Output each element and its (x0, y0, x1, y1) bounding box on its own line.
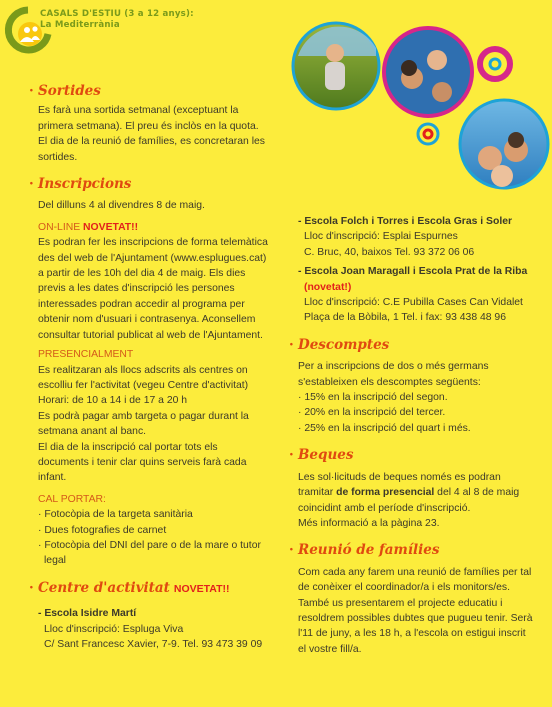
section-centre-title: · Centre d'activitat NOVETAT!! (29, 579, 230, 596)
presencial-text-4: El dia de la inscripció cal portar tots els documents i tenir clar quins serveis farà cada infant. (38, 441, 247, 484)
cal-item: · Dues fotografies de carnet (38, 524, 167, 536)
online-label: ON-LINE NOVETAT!! (38, 221, 139, 233)
school-1-lloc: Lloc d'inscripció: Espluga Viva (44, 623, 184, 635)
section-reunio-title: · Reunió de famílies (289, 542, 440, 559)
school-2-address: C. Bruc, 40, baixos Tel. 93 372 06 06 (304, 246, 475, 258)
school-2-lloc: Lloc d'inscripció: Esplai Espurnes (304, 231, 458, 243)
descomptes-text: Per a inscripcions de dos o més germans s'estableixen els descomptes següents: (298, 361, 489, 388)
descompte-item: · 25% en la inscripció del quart i més. (298, 422, 471, 434)
page-header (40, 9, 194, 31)
school-3-new: (novetat!) (304, 281, 352, 293)
school-1-name: - Escola Isidre Martí (38, 608, 137, 620)
header-line1: CASALS D'ESTIU (3 a 12 anys): (40, 9, 194, 19)
photo-collage (290, 8, 552, 198)
reunio-text: Com cada any farem una reunió de famílies per tal de conèixer el coordinador/a i els monitors/es. També us presentarem el projecte educatiu i resoldrem possibles dubtes que pugueu tenir. Serà l'11 de juny, a les 18 h, a l'escola on estigui inscrit el vostre fill/a. (298, 566, 533, 655)
presencial-text-3: Es podrà pagar amb targeta o pagar durant la setmana anant al banc. (38, 410, 249, 438)
section-beques-title: · Beques (289, 447, 354, 464)
section-inscripcions-title: · Inscripcions (29, 176, 132, 193)
right-column (289, 214, 534, 657)
school-3-address: Plaça de la Bòbila, 1 Tel. i fax: 93 438 48 96 (304, 312, 506, 324)
header-line2: La Mediterrània (40, 20, 120, 30)
cal-item: · Fotocòpia del DNI del pare o de la mare o tutor legal (38, 539, 261, 567)
school-2-name: - Escola Folch i Torres i Escola Gras i Soler (298, 216, 513, 227)
beques-text: Les sol·licituds de beques només es podran tramitar de forma presencial del 4 al 8 de maig coincidint amb el període d'inscripció. (298, 471, 520, 514)
school-1-address: C/ Sant Francesc Xavier, 7-9. Tel. 93 473 39 09 (44, 639, 263, 650)
presencial-label: PRESENCIALMENT (38, 349, 134, 361)
online-text: Es podran fer les inscripcions de forma telemàtica des del web de l'Ajuntament (www.esplugues.cat) a partir de les 10h del dia 4 de maig. Els dies previs a les dates d'inscripció les persones interessades podran accedir al programa per obtenir nom d'usuari i contrasenya. Aconsellem consultar tutorial publicat al web de l'Ajuntament. (38, 237, 268, 341)
cal-portar-label: CAL PORTAR: (38, 493, 106, 505)
school-3-lloc: Lloc d'inscripció: C.E Pubilla Cases Can Vidalet (304, 297, 523, 309)
sortides-text: Es farà una sortida setmanal (exceptuant la primera setmana). El preu és inclòs en la quota. El dia de la reunió de famílies, es concretaran les sortides. (38, 105, 265, 163)
inscripcions-dates: Del dilluns 4 al divendres 8 de maig. (38, 200, 205, 212)
school-3-name: - Escola Joan Maragall i Escola Prat de la Riba (298, 266, 528, 278)
section-sortides-title: · Sortides (29, 83, 101, 99)
section-descomptes-title: · Descomptes (289, 336, 390, 353)
descompte-item: · 15% en la inscripció del segon. (298, 392, 448, 404)
presencial-text-1: Es realitzaran als llocs adscrits als centres on escolliu fer l'activitat (vegeu Centre d'activitat) (38, 364, 249, 391)
presencial-text-2: Horari: de 10 a 14 i de 17 a 20 h (38, 395, 188, 407)
left-column (29, 83, 270, 652)
descompte-item: · 20% en la inscripció del tercer. (298, 407, 446, 419)
beques-more: Més informació a la pàgina 23. (298, 517, 440, 529)
cal-item: · Fotocòpia de la targeta sanitària (38, 509, 193, 521)
